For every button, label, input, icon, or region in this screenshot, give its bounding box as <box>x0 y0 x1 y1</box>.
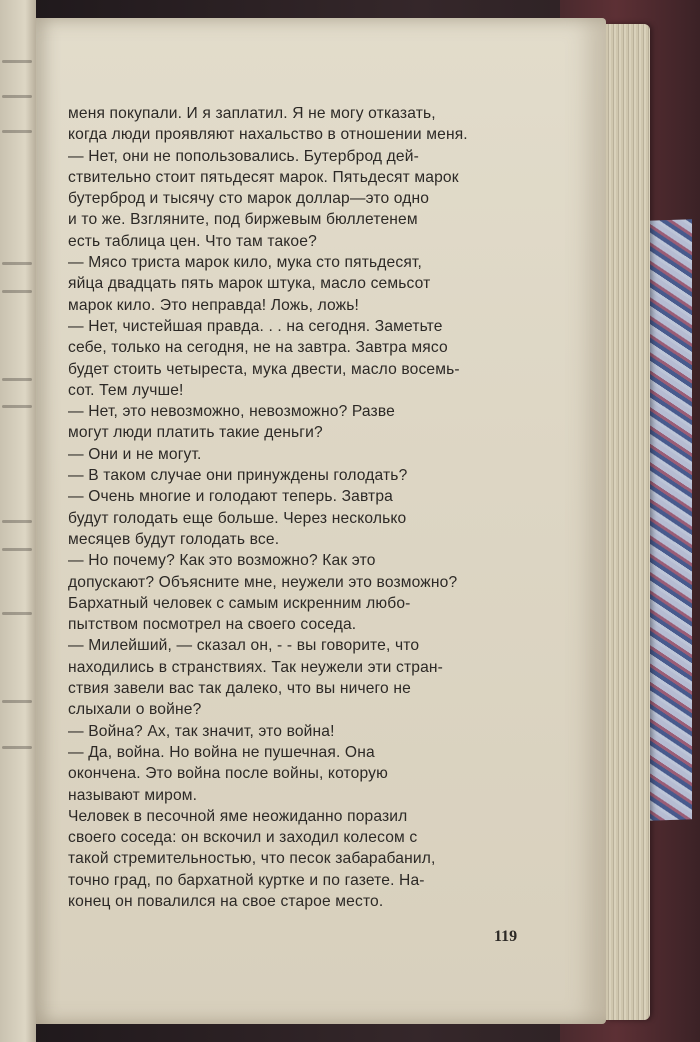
text-line: конец он повалился на свое старое место. <box>68 892 384 910</box>
text-line: — Нет, чистейшая правда. . . на сегодня. Заметьте <box>68 317 443 335</box>
text-line: находились в странствиях. Так неужели эти стран- <box>68 658 444 676</box>
text-line: — Нет, они не попользовались. Бутерброд дей- <box>68 147 419 165</box>
text-line: точно град, по бархатной куртке и по газете. На- <box>68 871 425 889</box>
text-line: — Они и не могут. <box>68 445 202 463</box>
text-line: ствия завели вас так далеко, что вы ничего не <box>68 680 411 698</box>
text-line: меня покупали. И я заплатил. Я не могу отказать, <box>68 105 436 122</box>
text-line: ствительно стоит пятьдесят марок. Пятьдесят марок <box>68 168 459 186</box>
text-line: и то же. Взгляните, под биржевым бюллетенем <box>68 211 418 229</box>
text-line: — Да, война. Но война не пушечная. Она <box>68 743 375 761</box>
text-line: допускают? Объясните мне, неужели это возможно? <box>68 573 458 591</box>
text-line: — Мясо триста марок кило, мука сто пятьдесят, <box>68 254 422 272</box>
text-line: — Война? Ах, так значит, это война! <box>68 722 335 740</box>
text-line: будет стоить четыреста, мука двести, масло восемь- <box>68 360 460 378</box>
text-line: Человек в песочной яме неожиданно поразил <box>68 807 408 825</box>
text-line: себе, только на сегодня, не на завтра. Завтра мясо <box>68 339 448 357</box>
text-line: такой стремительностью, что песок забарабанил, <box>68 850 436 868</box>
text-line: яйца двадцать пять марок штука, масло семьсот <box>68 275 431 293</box>
text-line: — Милейший, — сказал он, - - вы говорите, что <box>68 637 420 655</box>
text-line: марок кило. Это неправда! Ложь, ложь! <box>68 296 359 314</box>
text-line: месяцев будут голодать все. <box>68 530 280 548</box>
text-line: окончена. Это война после войны, которую <box>68 765 388 783</box>
text-line: есть таблица цен. Что там такое? <box>68 232 317 250</box>
page-text <box>68 103 578 912</box>
text-line: будут голодать еще больше. Через несколько <box>68 509 407 527</box>
text-line: слыхали о войне? <box>68 701 202 719</box>
text-line: — Но почему? Как это возможно? Как это <box>68 552 376 570</box>
text-line: — Очень многие и голодают теперь. Завтра <box>68 488 393 506</box>
page-edges <box>606 24 650 1020</box>
text-line: могут люди платить такие деньги? <box>68 424 323 442</box>
text-line: пытством посмотрел на своего соседа. <box>68 616 357 634</box>
text-line: сот. Тем лучше! <box>68 381 184 399</box>
text-line: бутерброд и тысячу сто марок доллар—это одно <box>68 190 430 208</box>
text-line: когда люди проявляют нахальство в отношении меня. <box>68 126 468 144</box>
book-page <box>36 18 606 1024</box>
page-number: 119 <box>494 928 518 945</box>
marbled-endpaper <box>648 219 692 821</box>
text-line: — В таком случае они принуждены голодать? <box>68 467 408 485</box>
previous-page-edge <box>0 0 36 1042</box>
text-line: называют миром. <box>68 786 198 804</box>
text-line: Бархатный человек с самым искренним любо- <box>68 594 411 612</box>
text-line: — Нет, это невозможно, невозможно? Разве <box>68 403 395 421</box>
text-line: своего соседа: он вскочил и заходил колесом с <box>68 829 418 847</box>
